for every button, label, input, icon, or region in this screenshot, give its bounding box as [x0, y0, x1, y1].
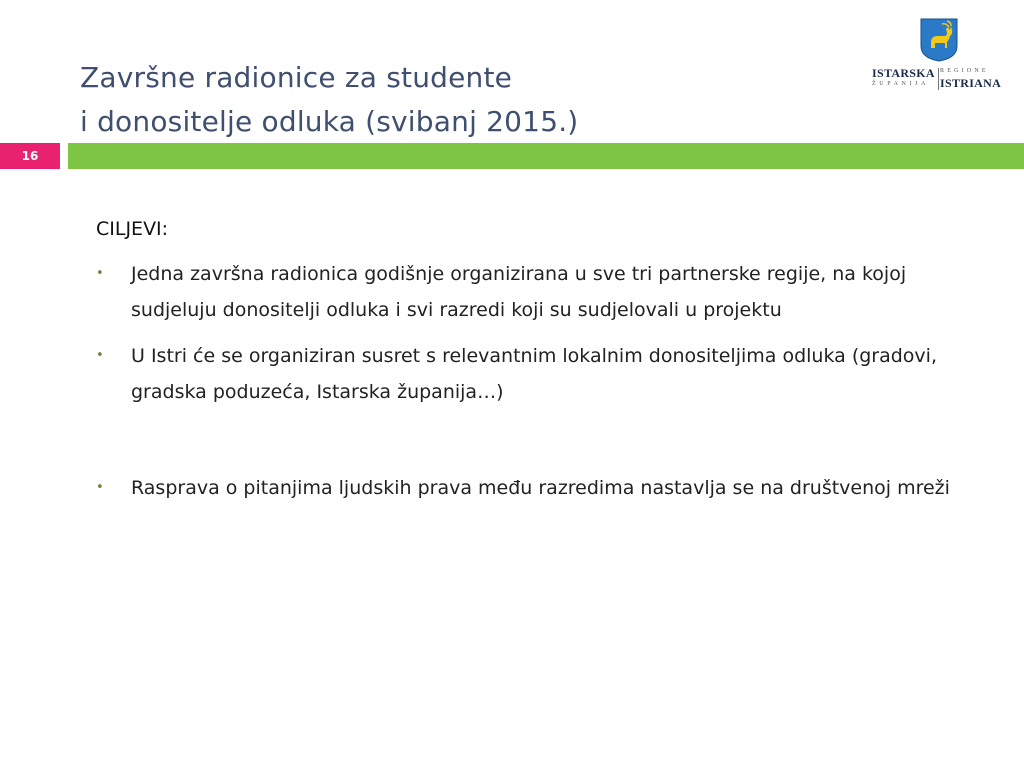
bullet-text: Jedna završna radionica godišnje organizirana u sve tri partnerske regije, na kojoj sudjeluju donositelji odluka i svi razredi koji su sudjelovali u projektu — [131, 263, 907, 321]
logo-divider — [938, 68, 939, 90]
bullet-dot-icon: • — [96, 266, 104, 281]
bullet-item — [96, 256, 966, 328]
logo-word-istriana: ISTRIANA — [940, 76, 1002, 90]
bullet-list — [96, 256, 966, 506]
bullet-dot-icon: • — [96, 348, 104, 363]
title-line-1: Završne radionice za studente — [80, 61, 513, 94]
logo-wordmark — [872, 66, 1008, 96]
bullet-text: U Istri će se organiziran susret s relevantnim lokalnim donositeljima odluka (gradovi, gradska poduzeća, Istarska županija…) — [131, 345, 937, 403]
content-heading: CILJEVI: — [96, 218, 169, 240]
title-line-2: i donositelje odluka (svibanj 2015.) — [80, 105, 579, 138]
bullet-text: Rasprava o pitanjima ljudskih prava među razredima nastavlja se na društvenoj mreži — [131, 477, 950, 499]
accent-bar — [68, 143, 1024, 169]
slide-number: 16 — [0, 143, 60, 169]
logo-word-istarska: ISTARSKA — [872, 66, 935, 80]
bullet-item — [96, 338, 966, 410]
goat-shield-icon — [920, 18, 958, 62]
bullet-dot-icon: • — [96, 480, 104, 495]
istria-region-logo — [868, 18, 1008, 98]
logo-word-zupanija: ŽUPANIJA — [872, 81, 929, 87]
slide-content — [96, 212, 966, 516]
slide-title — [80, 56, 840, 144]
logo-word-regione: REGIONE — [940, 68, 989, 74]
bullet-item — [96, 470, 966, 506]
